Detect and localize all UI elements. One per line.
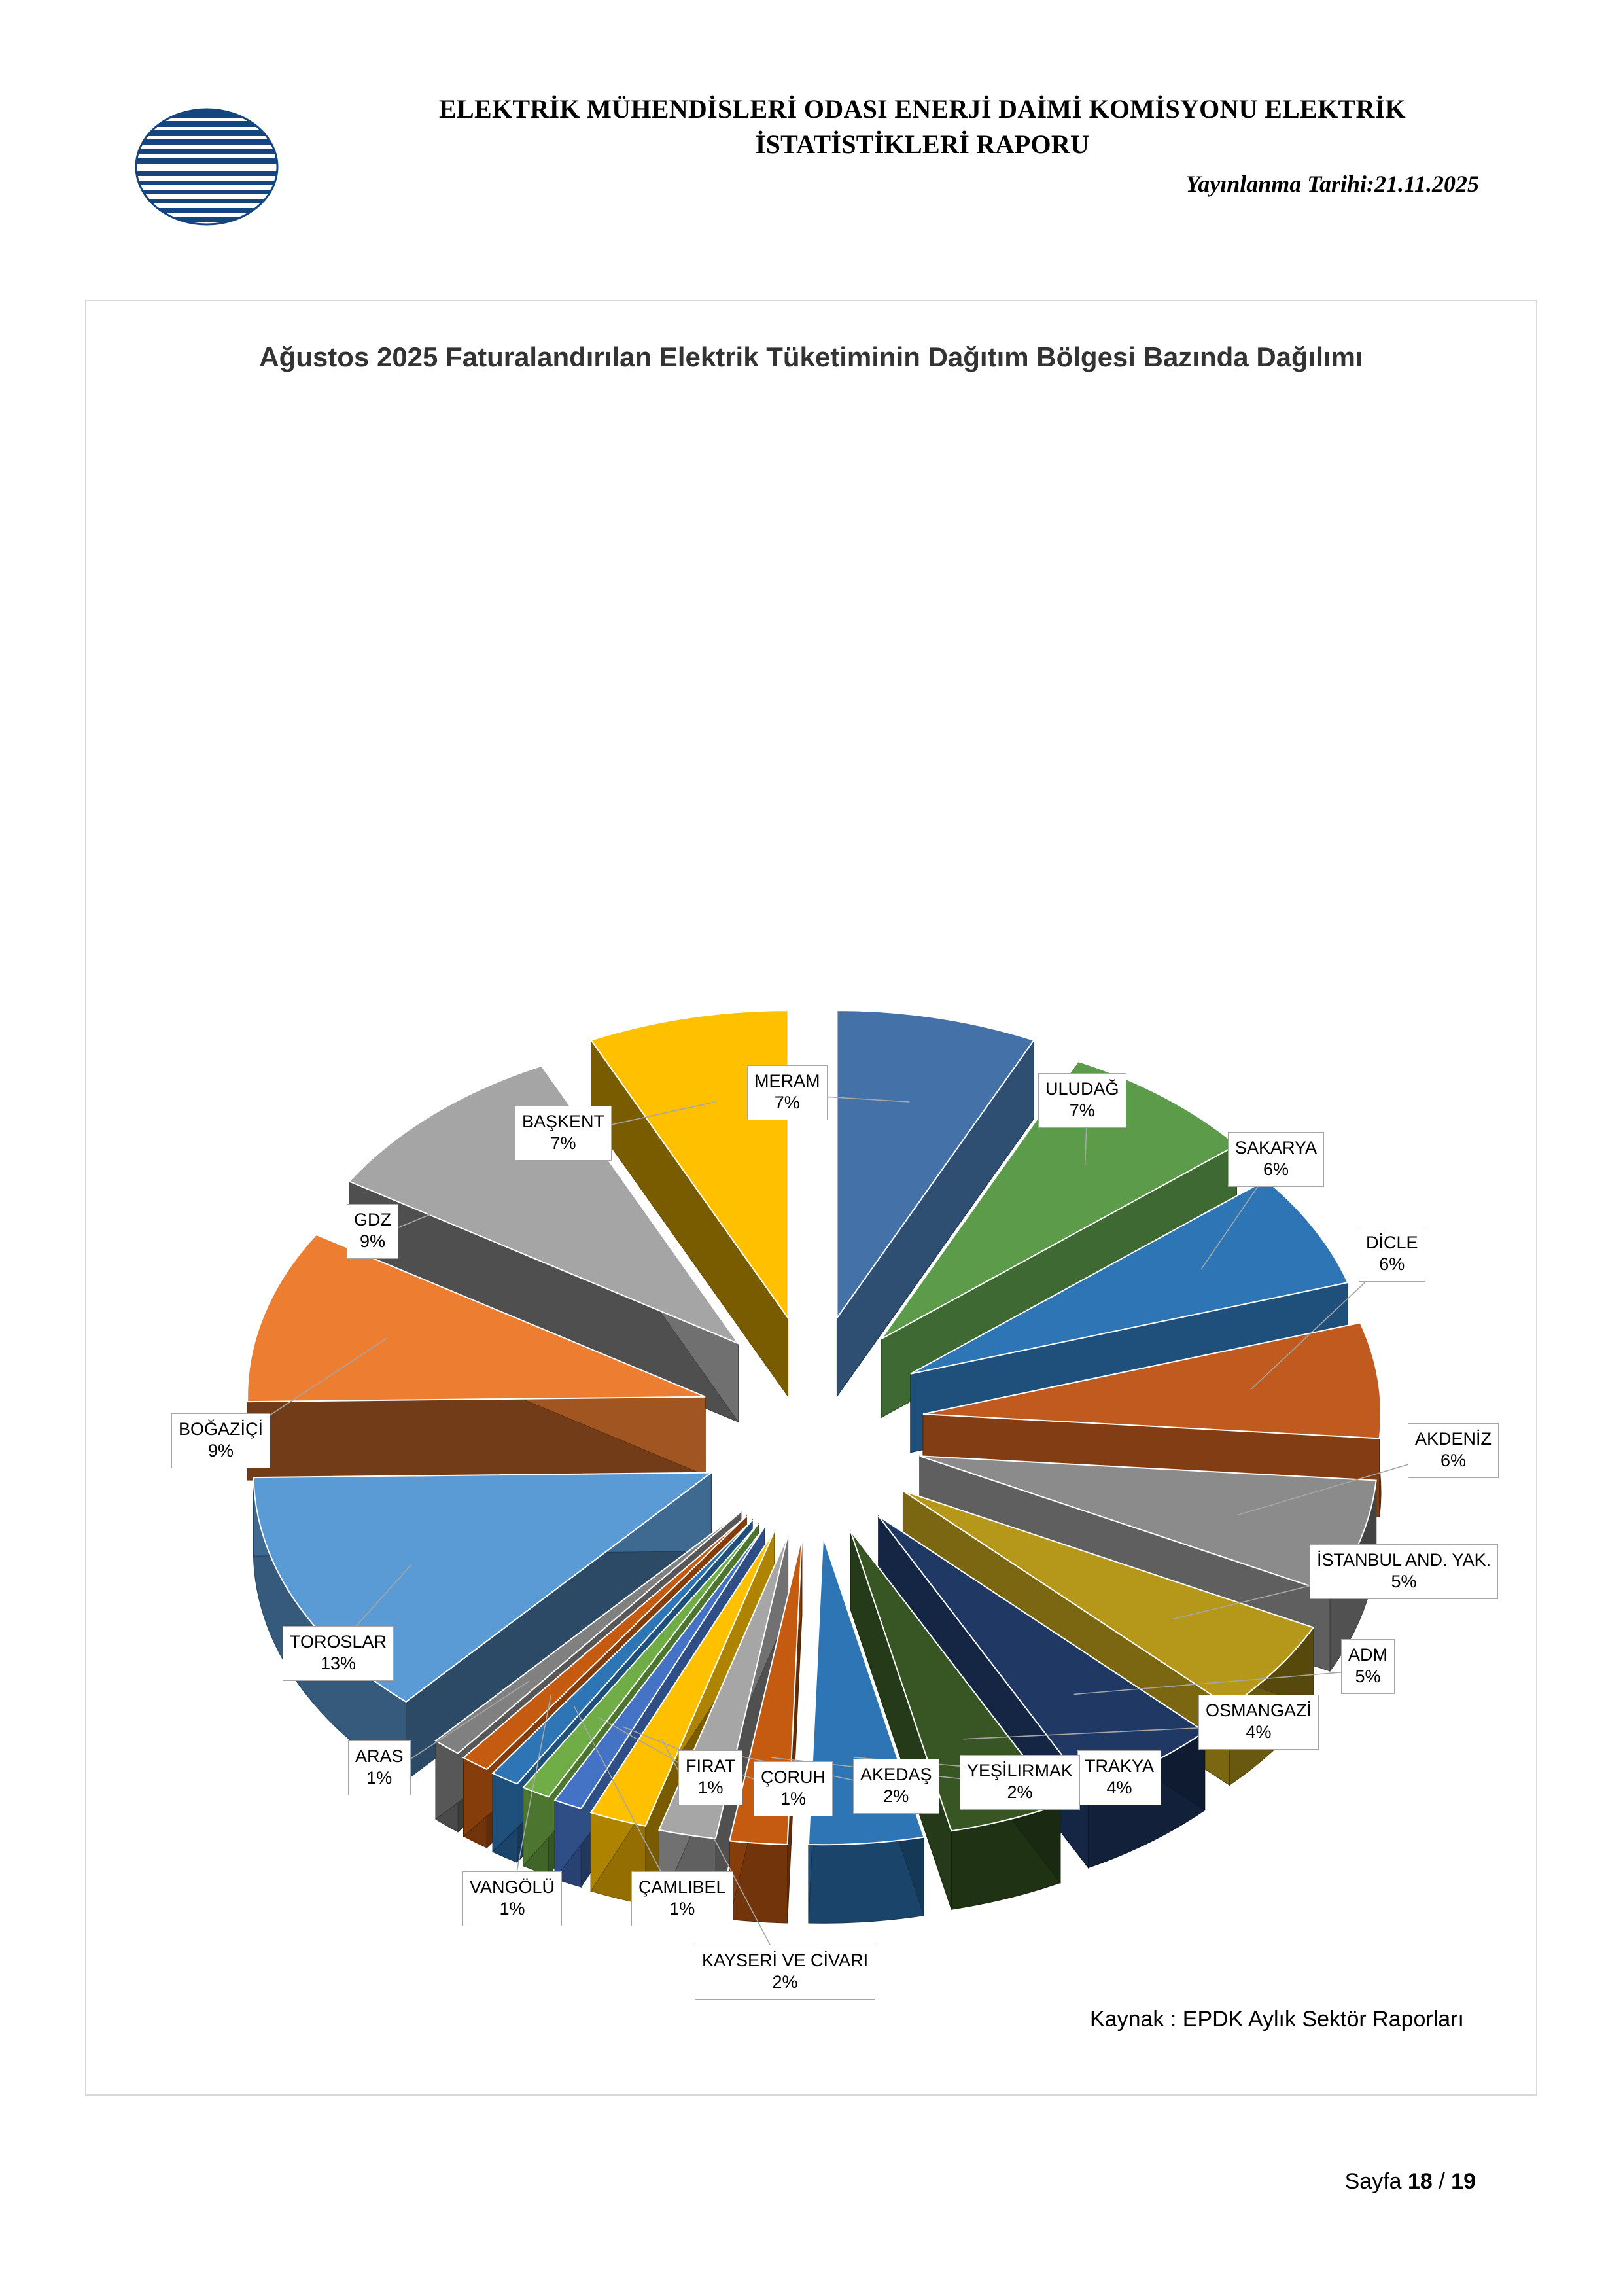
callout-toroslar-pct: 13%: [321, 1653, 357, 1673]
chart-title: Ağustos 2025 Faturalandırılan Elektrik Tüketiminin Dağıtım Bölgesi Bazında Dağılımı: [259, 342, 1363, 372]
callout-akdeniz: [1408, 1423, 1499, 1478]
callout-akdeniz-pct: 6%: [1440, 1450, 1467, 1470]
callout-sakarya: [1228, 1132, 1324, 1187]
callout-dicle: [1359, 1227, 1425, 1282]
callout-firat-pct: 1%: [697, 1777, 724, 1797]
callout-yesilirmak: [960, 1755, 1080, 1810]
callout-akdeniz-label: AKDENİZ: [1415, 1429, 1492, 1449]
callout-osmangazi: [1198, 1695, 1319, 1750]
publish-date: Yayınlanma Tarihi:21.11.2025: [1185, 171, 1479, 197]
callout-uludag-pct: 7%: [1069, 1100, 1095, 1120]
emo-logo-icon: [128, 98, 285, 236]
page-header: [0, 85, 1623, 262]
callout-uludag-label: ULUDAĞ: [1045, 1079, 1119, 1099]
callout-camlibel: [631, 1871, 733, 1926]
callout-camlibel-pct: 1%: [669, 1898, 695, 1918]
callout-meram-label: MERAM: [754, 1071, 820, 1091]
callout-istanbul-and-yak-label: İSTANBUL AND. YAK.: [1317, 1550, 1492, 1570]
callout-istanbul-and-yak-pct: 5%: [1391, 1571, 1417, 1591]
callout-bogazici-label: BOĞAZİÇİ: [179, 1419, 264, 1439]
callout-akedas-label: AKEDAŞ: [860, 1765, 932, 1784]
page-title-line1: ELEKTRİK MÜHENDİSLERİ ODASI ENERJİ DAİMİ KOMİSYONU ELEKTRİK: [439, 94, 1406, 124]
callout-vangolu: [462, 1871, 562, 1926]
callout-gdz: [347, 1204, 398, 1259]
callout-sakarya-pct: 6%: [1263, 1159, 1289, 1179]
callout-istanbul-and-yak: [1310, 1544, 1498, 1599]
callout-akedas-pct: 2%: [883, 1786, 909, 1806]
callout-toroslar: [283, 1626, 394, 1681]
page-title: [366, 92, 1478, 162]
page-footer: [1345, 2169, 1476, 2195]
callout-aras-pct: 1%: [366, 1767, 393, 1788]
callout-uludag: [1038, 1073, 1126, 1128]
callout-yesilirmak-pct: 2%: [1007, 1782, 1033, 1802]
callout-bogazici: [171, 1413, 270, 1468]
callout-dicle-label: DİCLE: [1366, 1233, 1418, 1252]
footer-separator: /: [1432, 2169, 1452, 2194]
callout-gdz-pct: 9%: [359, 1231, 386, 1251]
callout-coruh-label: ÇORUH: [761, 1767, 826, 1787]
callout-sakarya-label: SAKARYA: [1235, 1138, 1318, 1157]
callout-vangolu-pct: 1%: [499, 1898, 525, 1918]
footer-total-pages: 19: [1451, 2169, 1476, 2194]
callout-yesilirmak-label: YEŞİLIRMAK: [967, 1761, 1073, 1780]
callout-meram-pct: 7%: [774, 1092, 800, 1112]
callout-trakya: [1077, 1750, 1161, 1805]
callout-trakya-label: TRAKYA: [1085, 1756, 1155, 1776]
callout-meram: [747, 1065, 828, 1120]
callout-baskent-label: BAŞKENT: [522, 1112, 605, 1131]
callout-trakya-pct: 4%: [1106, 1777, 1132, 1797]
pie-chart: [86, 301, 1539, 2097]
callout-kayseri-ve-civari-label: KAYSERİ VE CİVARI: [702, 1951, 869, 1970]
callout-firat-label: FIRAT: [686, 1756, 735, 1776]
callout-dicle-pct: 6%: [1379, 1254, 1405, 1274]
callout-akedas: [853, 1759, 939, 1814]
callout-vangolu-label: VANGÖLÜ: [470, 1877, 555, 1897]
callout-osmangazi-label: OSMANGAZİ: [1206, 1701, 1312, 1720]
chart-card: [85, 300, 1537, 2096]
callout-camlibel-label: ÇAMLIBEL: [638, 1877, 726, 1897]
callout-osmangazi-pct: 4%: [1246, 1722, 1272, 1742]
callout-gdz-label: GDZ: [354, 1210, 391, 1229]
callout-kayseri-ve-civari-pct: 2%: [772, 1971, 798, 1992]
callout-kayseri-ve-civari: [695, 1945, 875, 2000]
callout-aras-label: ARAS: [355, 1746, 404, 1766]
callout-coruh-pct: 1%: [780, 1788, 807, 1809]
callout-bogazici-pct: 9%: [207, 1440, 234, 1460]
callout-adm-pct: 5%: [1355, 1666, 1381, 1686]
callout-toroslar-label: TOROSLAR: [290, 1632, 387, 1651]
callout-baskent-pct: 7%: [550, 1133, 576, 1153]
footer-prefix: Sayfa: [1344, 2169, 1408, 2194]
callout-baskent: [515, 1106, 612, 1161]
callout-adm-label: ADM: [1348, 1645, 1387, 1665]
callout-aras: [348, 1740, 411, 1795]
page-title-line2: İSTATİSTİKLERİ RAPORU: [755, 130, 1090, 159]
callout-adm: [1341, 1639, 1395, 1694]
callout-coruh: [754, 1761, 833, 1816]
footer-current-page: 18: [1408, 2169, 1433, 2194]
chart-source: Kaynak : EPDK Aylık Sektör Raporları: [1090, 2007, 1464, 2032]
callout-firat: [678, 1750, 742, 1805]
